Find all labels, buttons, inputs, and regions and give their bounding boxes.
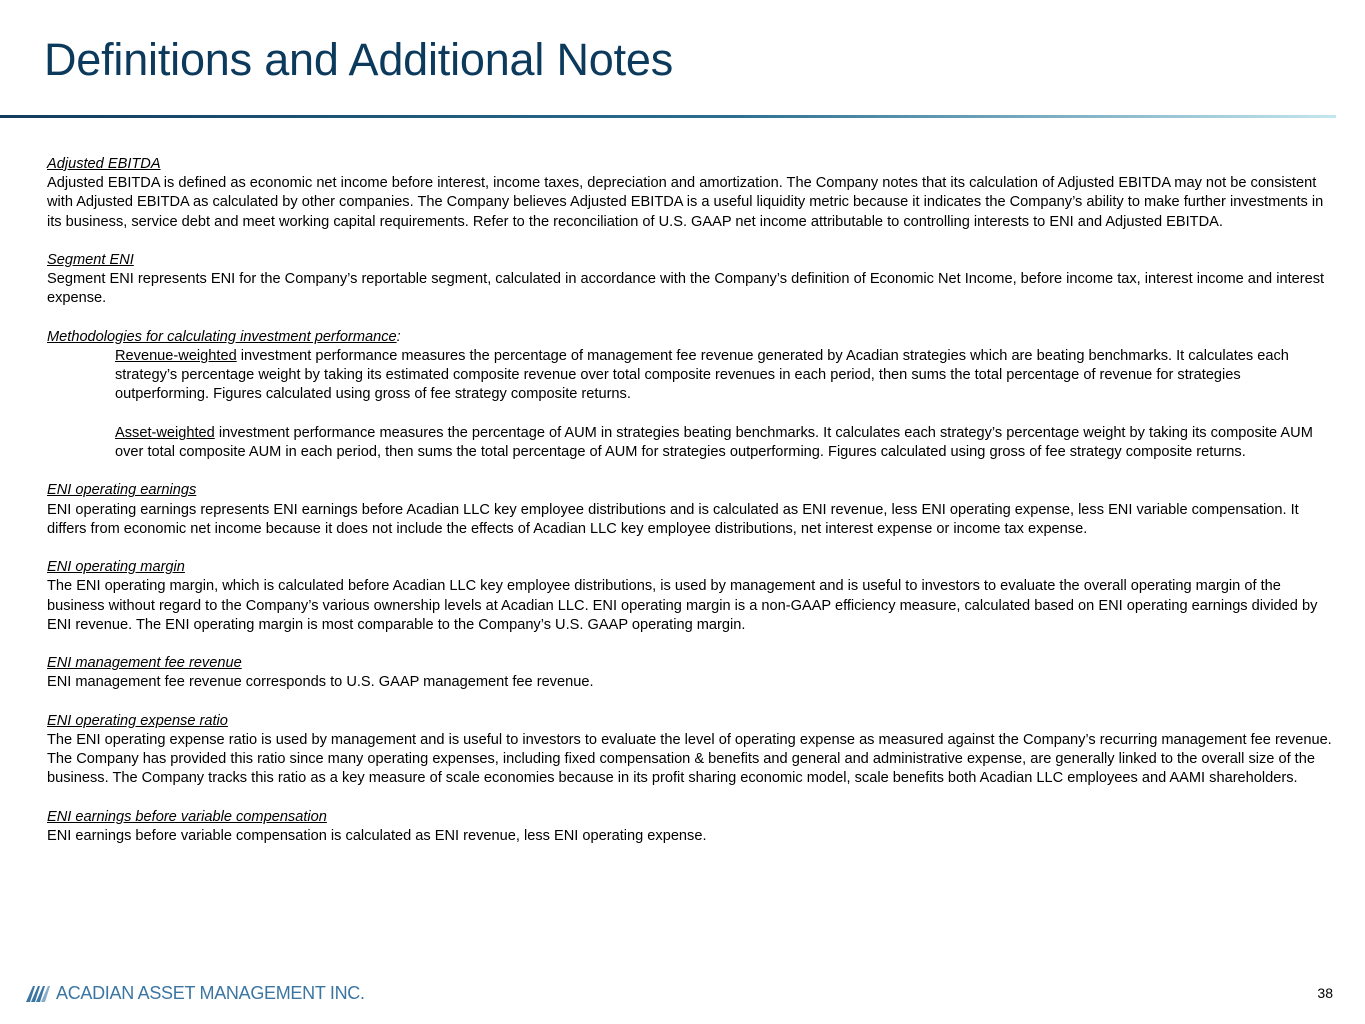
section-body: The ENI operating margin, which is calculated before Acadian LLC key employee distributions, is used by management and is useful to investors to evaluate the overall operating margin of the business without regard to the Company’s various ownership levels at Acadian LLC. ENI operating margin is a non-GAAP efficiency measure, calculated based on ENI operating earnings divided by ENI revenue. The ENI operating margin is most comparable to the Company’s U.S. GAAP operating margin.: [47, 578, 1318, 633]
section-heading: ENI earnings before variable compensation: [47, 808, 327, 825]
methodology-term: Revenue-weighted: [115, 348, 237, 364]
section-heading: ENI management fee revenue: [47, 655, 242, 672]
section-heading: Methodologies for calculating investment performance: [47, 328, 397, 345]
section-heading: Segment ENI: [47, 252, 134, 268]
section-body: The ENI operating expense ratio is used by management and is useful to investors to evaluate the level of operating expense as measured against the Company’s recurring management fee revenue. The Company has provided this ratio since many operating expenses, including fixed compensation & benefits and general and administrative expense, are generally linked to the overall size of the business. The Company tracks this ratio as a key measure of scale economies because in its profit sharing economic model, scale benefits both Acadian LLC employees and AAMI shareholders.: [47, 731, 1332, 787]
section-body: ENI management fee revenue corresponds to U.S. GAAP management fee revenue.: [47, 674, 594, 691]
methodology-text: investment performance measures the percentage of management fee revenue generated by Acadian strategies which are beating benchmarks. It calculates each strategy’s percentage weight by taking its estimated composite revenue over total composite revenues in each period, then sums the total percentage of revenue for strategies outperforming. Figures calculated using gross of fee strategy composite returns.: [115, 348, 1289, 403]
section-heading: Adjusted EBITDA: [47, 156, 161, 172]
section-adjusted-ebitda: [47, 155, 1332, 232]
section-eni-operating-expense-ratio: [47, 712, 1332, 789]
section-eni-management-fee-revenue: [47, 654, 1332, 692]
methodology-term: Asset-weighted: [115, 424, 215, 441]
section-segment-eni: [47, 251, 1332, 309]
methodology-text: investment performance measures the percentage of AUM in strategies beating benchmarks. It calculates each strategy’s percentage weight by taking its composite AUM over total composite AUM in each period, then sums the total percentage of AUM for strategies outperforming. Figures calculated using gross of fee strategy composite returns.: [115, 424, 1313, 460]
definitions-content: [47, 155, 1332, 865]
methodology-revenue-weighted: [115, 347, 1332, 405]
section-body: Segment ENI represents ENI for the Company’s reportable segment, calculated in accordance with the Company’s definition of Economic Net Income, before income tax, interest income and interest expense.: [47, 271, 1325, 307]
title-divider: [0, 115, 1336, 118]
section-heading: ENI operating expense ratio: [47, 712, 228, 729]
section-heading-row: [47, 328, 1332, 347]
acadian-stripes-icon: [26, 985, 52, 1003]
logo-text: ACADIAN ASSET MANAGEMENT INC.: [56, 983, 365, 1003]
methodology-asset-weighted: [115, 424, 1332, 462]
company-logo: [26, 983, 365, 1004]
section-body: ENI earnings before variable compensation is calculated as ENI revenue, less ENI operating expense.: [47, 827, 707, 844]
section-eni-operating-margin: [47, 558, 1332, 635]
page-title: Definitions and Additional Notes: [44, 34, 674, 85]
section-body: ENI operating earnings represents ENI earnings before Acadian LLC key employee distributions and is calculated as ENI revenue, less ENI operating expense, less ENI variable compensation. It differs from economic net income because it does not include the effects of Acadian LLC key employee distributions, net interest expense or income tax expense.: [47, 501, 1299, 537]
section-heading: ENI operating earnings: [47, 482, 197, 499]
section-heading: ENI operating margin: [47, 559, 185, 576]
heading-colon: :: [396, 328, 401, 345]
page-number: 38: [1317, 985, 1333, 1001]
section-eni-operating-earnings: [47, 481, 1332, 539]
section-methodologies: [47, 328, 1332, 462]
section-body: Adjusted EBITDA is defined as economic net income before interest, income taxes, depreciation and amortization. The Company notes that its calculation of Adjusted EBITDA may not be consistent with Adjusted EBITDA as calculated by other companies. The Company believes Adjusted EBITDA is a useful liquidity metric because it indicates the Company’s ability to make further investments in its business, service debt and meet working capital requirements. Refer to the reconciliation of U.S. GAAP net income attributable to controlling interests to ENI and Adjusted EBITDA.: [47, 175, 1324, 230]
section-eni-earnings-before-variable-compensation: [47, 808, 1332, 846]
